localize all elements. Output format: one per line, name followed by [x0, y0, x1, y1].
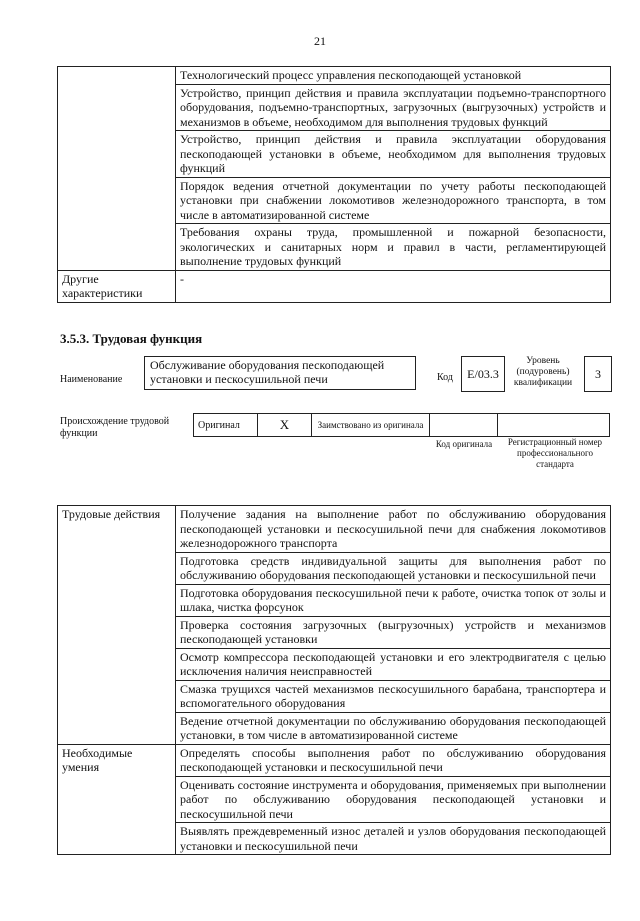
action-item: Подготовка оборудования пескосушильной печи к работе, очистка топок от золы и шлака, чистка форсунок	[176, 584, 611, 616]
code-caption: Код оригинала	[435, 439, 493, 449]
skills-label: Необходимые умения	[58, 744, 176, 855]
action-item: Осмотр компрессора пескоподающей установки и его электродвигателя с целью исключения наличия неисправностей	[176, 648, 611, 680]
other-characteristics-label: Другие характеристики	[58, 270, 176, 302]
origin-reg-cell	[498, 414, 610, 437]
page-number: 21	[314, 34, 326, 48]
knowledge-label-cell	[58, 67, 176, 271]
code-label: Код	[437, 372, 453, 383]
knowledge-item: Требования охраны труда, промышленной и пожарной безопасности, экологических и санитарных норм и правил в части, регламентирующей выполнение трудовых функций	[176, 224, 611, 271]
action-item: Подготовка средств индивидуальной защиты для выполнения работ по обслуживанию оборудования пескоподающей установки и пескосушильной печи	[176, 552, 611, 584]
function-name-box: Обслуживание оборудования пескоподающей установки и пескосушильной печи	[144, 356, 416, 390]
name-label: Наименование	[60, 374, 123, 385]
section-title: 3.5.3. Трудовая функция	[60, 331, 203, 346]
level-value-box: 3	[584, 356, 612, 392]
origin-table	[193, 413, 610, 437]
other-characteristics-value: -	[176, 270, 611, 302]
code-value-box: E/03.3	[461, 356, 505, 392]
action-item: Ведение отчетной документации по обслуживанию оборудования пескоподающей установки, в том числе в автоматизированной системе	[176, 712, 611, 744]
actions-label: Трудовые действия	[58, 506, 176, 745]
skill-item: Выявлять преждевременный износ деталей и узлов оборудования пескоподающей установки и пескосушильной печи	[176, 823, 611, 855]
skill-item: Оценивать состояние инструмента и оборудования, применяемых при выполнении работ по обслуживанию оборудования пескоподающей установки и пескосушильной печи	[176, 776, 611, 823]
action-item: Получение задания на выполнение работ по обслуживанию оборудования пескоподающей установки и пескосушильной печи для снабжения локомотивов железнодорожного транспорта	[176, 506, 611, 553]
reg-caption: Регистрационный номер профессионального стандарта	[507, 437, 603, 469]
borrowed-label: Заимствовано из оригинала	[312, 414, 430, 437]
origin-label: Происхождение трудовой функции	[60, 416, 170, 439]
action-item: Смазка трущихся частей механизмов пескосушильного барабана, транспортера и вспомогательного оборудования	[176, 680, 611, 712]
knowledge-item: Устройство, принцип действия и правила эксплуатации подъемно-транспортного оборудования, подъемно-транспортных, загрузочных (выгрузочных) устройств и механизмов в объеме, необходимом для выполнения трудовых функций	[176, 84, 611, 131]
main-table	[57, 505, 611, 855]
original-label: Оригинал	[194, 414, 258, 437]
knowledge-item: Технологический процесс управления пескоподающей установкой	[176, 67, 611, 85]
origin-code-cell	[430, 414, 498, 437]
knowledge-item: Устройство, принцип действия и правила эксплуатации оборудования пескоподающей установки в объеме, необходимом для выполнения трудовых функций	[176, 131, 611, 178]
skill-item: Определять способы выполнения работ по обслуживанию оборудования пескоподающей установки и пескосушильной печи	[176, 744, 611, 776]
level-label: Уровень (подуровень) квалификации	[513, 356, 573, 388]
knowledge-table	[57, 66, 611, 303]
original-mark: X	[258, 414, 312, 437]
knowledge-item: Порядок ведения отчетной документации по учету работы пескоподающей установки при снабжении локомотивов железнодорожного транспорта, в том числе в автоматизированной системе	[176, 177, 611, 224]
action-item: Проверка состояния загрузочных (выгрузочных) устройств и механизмов пескоподающей установки	[176, 616, 611, 648]
